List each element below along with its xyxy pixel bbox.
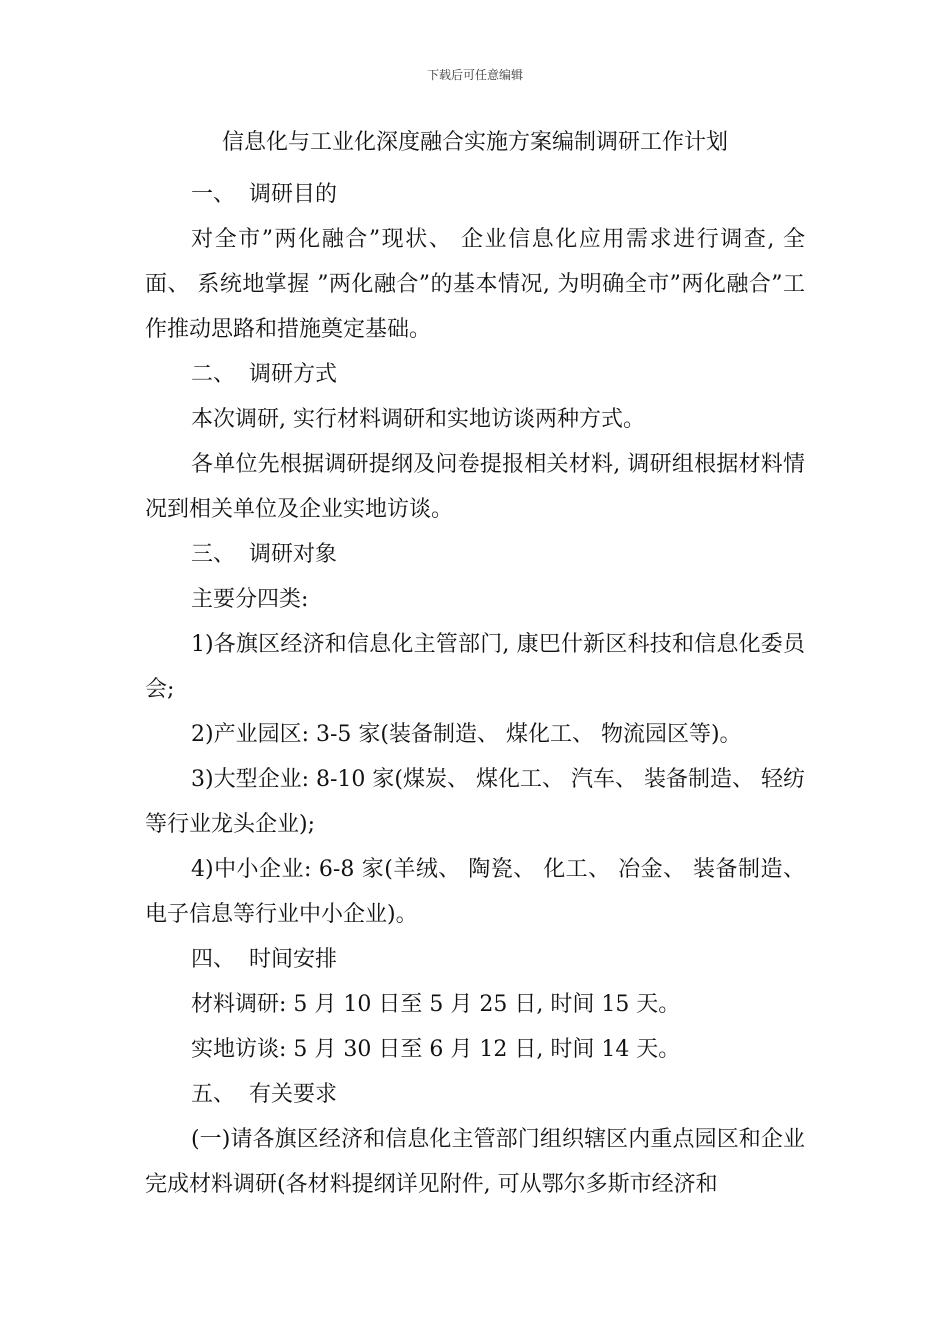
paragraph: 对全市”两化融合”现状、 企业信息化应用需求进行调查, 全面、 系统地掌握 ”两化融合”的基本情况, 为明确全市”两化融合”工作推动思路和措施奠定基础。 [145,227,805,342]
section-heading-text: 调研对象 [249,542,338,567]
section-heading-text: 调研方式 [249,362,338,387]
paragraph: (一)请各旗区经济和信息化主管部门组织辖区内重点园区和企业完成材料调研(各材料提纲详见附件, 可从鄂尔多斯市经济和 [145,1127,805,1197]
list-item: 1)各旗区经济和信息化主管部门, 康巴什新区科技和信息化委员会; [145,632,805,702]
list-item: 2)产业园区: 3-5 家(装备制造、 煤化工、 物流园区等)。 [191,722,742,747]
document-body [145,126,805,1207]
header-note: 下载后可任意编辑 [426,68,523,82]
section-number: 二、 [191,362,236,387]
paragraph: 本次调研, 实行材料调研和实地访谈两种方式。 [191,407,645,432]
list-item: 4)中小企业: 6-8 家(羊绒、 陶瓷、 化工、 冶金、 装备制造、 电子信息等行业中小企业)。 [145,857,805,927]
section-number: 一、 [191,182,236,207]
list-item: 3)大型企业: 8-10 家(煤炭、 煤化工、 汽车、 装备制造、 轻纺等行业龙头企业); [145,767,805,837]
section-heading-text: 有关要求 [249,1082,338,1107]
section-number: 四、 [191,947,236,972]
paragraph: 各单位先根据调研提纲及问卷提报相关材料, 调研组根据材料情况到相关单位及企业实地访谈。 [145,452,805,522]
section-heading-text: 调研目的 [249,182,338,207]
section-heading-4 [145,937,805,982]
document-title: 信息化与工业化深度融合实施方案编制调研工作计划 [221,130,728,155]
section-heading-3 [145,532,805,577]
section-heading-2 [145,352,805,397]
paragraph: 实地访谈: 5 月 30 日至 6 月 12 日, 时间 14 天。 [191,1037,681,1062]
section-number: 三、 [191,542,236,567]
section-heading-text: 时间安排 [249,947,338,972]
section-heading-1 [145,172,805,217]
paragraph: 材料调研: 5 月 10 日至 5 月 25 日, 时间 15 天。 [191,992,681,1017]
section-heading-5 [145,1072,805,1117]
section-number: 五、 [191,1082,236,1107]
paragraph: 主要分四类: [191,587,309,612]
